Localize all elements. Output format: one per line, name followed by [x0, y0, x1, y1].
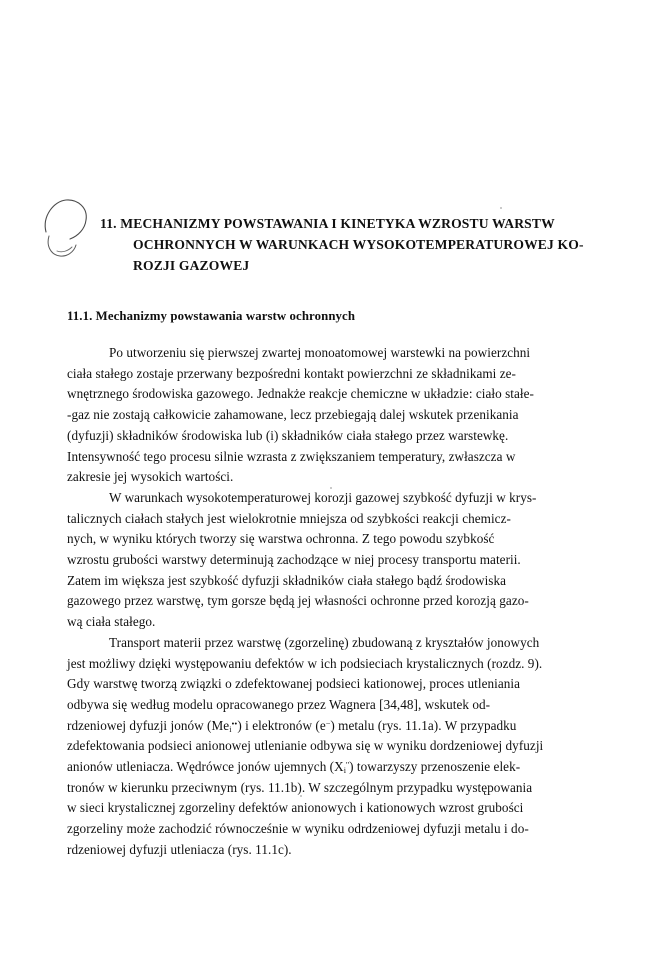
paragraph-3-line-8: tronów w kierunku przeciwnym (rys. 11.1b). W szczególnym przypadku występowania [67, 779, 533, 795]
paragraph-3-line-10: zgorzeliny może zachodzić równocześnie w wyniku odrdzeniowej dyfuzji metalu i do- [67, 821, 529, 837]
paragraph-2-line-7: wą ciała stałego. [67, 614, 156, 630]
paragraph-1 [67, 343, 613, 488]
chem-symbol-metal-ion: $Me_i^{••}$ [211, 717, 238, 734]
chapter-heading-line-3: ROZJI GAZOWEJ [133, 258, 250, 274]
paragraph-3-line-5: rdzeniowej dyfuzji jonów $(Me_i^{••})$ i elektronów (e−) metalu (rys. 11.1a). W przypadku [67, 717, 517, 734]
paragraph-2-line-4: wzrostu grubości warstwy determinują zachodzące w niej procesy transportu materii. [67, 552, 521, 568]
paragraph-3-line-1: Transport materii przez warstwę (zgorzelinę) zbudowaną z kryształów jonowych [109, 634, 540, 650]
paragraph-3-line-7: anionów utleniacza. Wędrówce jonów ujemnych $(X_i'')$ towarzyszy przenoszenie elek- [67, 759, 521, 775]
chapter-heading [67, 213, 646, 276]
chem-subscript: i [343, 765, 347, 775]
paragraph-3-line-3: Gdy warstwę tworzą związki o zdefektowanej podsieci kationowej, proces utleniania [67, 676, 520, 692]
paragraph-2-line-2: talicznych ciałach stałych jest wielokrotnie mniejsza od szybkości reakcji chemicz- [67, 510, 511, 526]
body-text [67, 343, 613, 861]
section-heading: 11.1. Mechanizmy powstawania warstw ochronnych [67, 308, 356, 323]
paragraph-3-line-9: w sieci krystalicznej zgorzeliny defektów anionowych i kationowych wzrost grubości [67, 800, 524, 816]
paragraph-3-line-11: rdzeniowej dyfuzji utleniacza (rys. 11.1c). [67, 841, 292, 857]
paragraph-2-line-3: nych, w wyniku których tworzy się warstwa ochronna. Z tego powodu szybkość [67, 531, 495, 547]
paragraph-3 [67, 633, 613, 861]
chem-symbol-anion: $X_i''$ [334, 759, 350, 775]
paragraph-2 [67, 488, 613, 633]
chem-superscript: '' [346, 760, 350, 770]
paragraph-1-line-6: Intensywność tego procesu silnie wzrasta z zwiększaniem temperatury, zwłaszcza w [67, 448, 516, 464]
paragraph-3-line-6: zdefektowania podsieci anionowej utlenianie odbywa się w wyniku dordzeniowej dyfuzji [67, 738, 544, 754]
paragraph-3-line-4: odbywa się według modelu opracowanego przez Wagnera [34,48], wskutek od- [67, 696, 491, 712]
chem-subscript: i [229, 724, 232, 734]
paragraph-2-line-6: gazowego przez warstwę, tym gorsze będą jej własności ochronne przed korozją gazo- [67, 593, 529, 609]
chem-symbol-electron: e− [319, 717, 331, 733]
paragraph-2-line-5: Zatem im większa jest szybkość dyfuzji składników ciała stałego bądź środowiska [67, 572, 507, 588]
scan-artifact [300, 795, 302, 797]
paragraph-3-line-2: jest możliwy dzięki występowaniu defektów w ich podsieciach krystalicznych (rozdz. 9). [67, 655, 543, 671]
paragraph-1-line-1: Po utworzeniu się pierwszej zwartej monoatomowej warstewki na powierzchni [109, 345, 531, 360]
scan-artifact [330, 487, 332, 489]
paragraph-1-line-5: (dyfuzji) składników środowiska lub (i) składników ciała stałego przez warstewkę. [67, 427, 509, 443]
paragraph-1-line-7: zakresie jej wysokich wartości. [67, 469, 234, 485]
chapter-heading-line-1: 11. MECHANIZMY POWSTAWANIA I KINETYKA WZROSTU WARSTW [100, 216, 555, 232]
chem-superscript: − [325, 719, 331, 729]
chapter-heading-line-2: OCHRONNYCH W WARUNKACH WYSOKOTEMPERATUROWEJ KO- [133, 237, 584, 253]
paragraph-1-line-2: ciała stałego zostaje przerwany bezpośredni kontakt powierzchni ze składnikami ze- [67, 365, 516, 381]
paragraph-2-line-1: W warunkach wysokotemperaturowej korozji gazowej szybkość dyfuzji w krys- [109, 489, 537, 505]
paragraph-1-line-3: wnętrznego środowiska gazowego. Jednakże reakcje chemiczne w układzie: ciało stałe- [67, 386, 534, 402]
scan-artifact [500, 207, 502, 209]
paragraph-1-line-4: -gaz nie zostają całkowicie zahamowane, lecz przebiegają dalej wskutek przenikania [67, 407, 519, 423]
chem-superscript: •• [231, 719, 238, 729]
